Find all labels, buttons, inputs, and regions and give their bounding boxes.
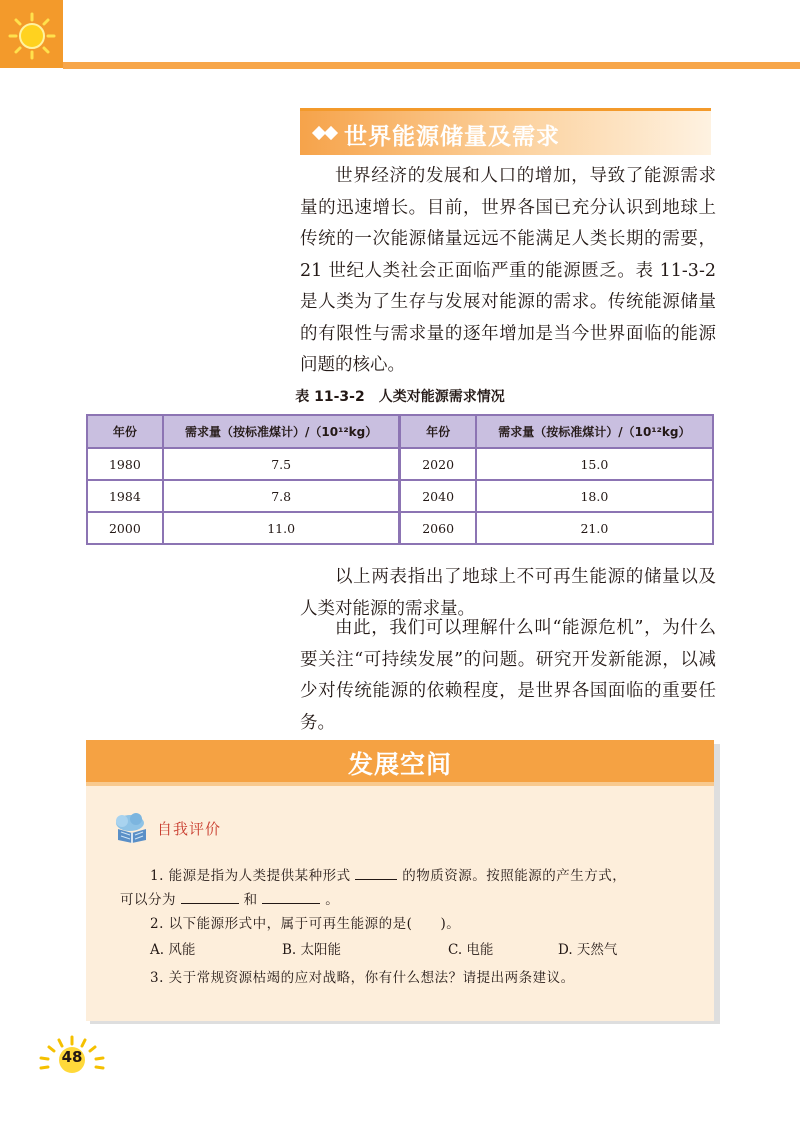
option-d: D. 天然气 <box>558 942 618 958</box>
answer-blank <box>262 890 320 904</box>
question-text: 的物质资源。按照能源的产生方式， <box>402 868 627 884</box>
energy-demand-table <box>86 414 714 545</box>
option-a: A. 风能 <box>150 942 196 958</box>
table-cell: 1984 <box>87 480 163 512</box>
answer-blank <box>181 890 239 904</box>
section-title: 世界能源储量及需求 <box>344 124 560 150</box>
development-space-panel <box>86 740 714 1021</box>
table-cell: 7.5 <box>163 448 400 480</box>
table-cell: 2040 <box>400 480 476 512</box>
paragraph-intro: 世界经济的发展和人口的增加，导致了能源需求量的迅速增长。目前，世界各国已充分认识到地球上传统的一次能源储量远远不能满足人类长期的需要，21 世纪人类社会正面临严重的能源匮乏。表 11-3-2 是人类为了生存与发展对能源的需求。传统能源储量的有限性与需求量的逐年增加是当今世界面临的能源问题的核心。 <box>300 166 716 375</box>
question-2: 2. 以下能源形式中，属于可再生能源的是( )。 <box>150 916 461 932</box>
book-icon <box>112 813 152 843</box>
question-3: 3. 关于常规资源枯竭的应对战略，你有什么想法？请提出两条建议。 <box>150 970 575 986</box>
table-cell: 1980 <box>87 448 163 480</box>
question-text: 1. 能源是指为人类提供某种形式 <box>150 868 351 884</box>
self-eval-label: 自我评价 <box>157 820 222 838</box>
paragraph-conclusion: 由此，我们可以理解什么叫“能源危机”，为什么要关注“可持续发展”的问题。研究开发新能源，以减少对传统能源的依赖程度，是世界各国面临的重要任务。 <box>300 618 716 733</box>
section-heading <box>300 111 711 155</box>
header-corner-block <box>0 0 63 68</box>
table-cell: 2000 <box>87 512 163 544</box>
page-number: 48 <box>61 1048 83 1066</box>
table-cell: 2060 <box>400 512 476 544</box>
answer-blank <box>355 866 397 880</box>
question-text: 。 <box>325 892 340 908</box>
table-row <box>87 448 713 480</box>
sun-icon <box>8 12 56 60</box>
question-1 <box>150 864 626 884</box>
table-cell: 15.0 <box>476 448 713 480</box>
question-text: 和 <box>243 892 258 908</box>
option-b: B. 太阳能 <box>282 942 342 958</box>
table-row <box>87 480 713 512</box>
table-cell: 21.0 <box>476 512 713 544</box>
table-cell: 7.8 <box>163 480 400 512</box>
table-header-row <box>87 415 713 448</box>
table-header-cell: 需求量（按标准煤计）/（10¹²kg） <box>163 415 400 448</box>
table-cell: 18.0 <box>476 480 713 512</box>
question-text: 可以分为 <box>120 892 176 908</box>
diamond-bullet-icon <box>313 125 339 141</box>
table-cell: 2020 <box>400 448 476 480</box>
table-header-cell: 需求量（按标准煤计）/（10¹²kg） <box>476 415 713 448</box>
panel-header <box>86 740 714 782</box>
question-1-continued <box>120 888 339 908</box>
table-cell: 11.0 <box>163 512 400 544</box>
table-caption: 表 11-3-2 人类对能源需求情况 <box>295 389 505 405</box>
table-header-cell: 年份 <box>87 415 163 448</box>
table-row <box>87 512 713 544</box>
option-c: C. 电能 <box>448 942 494 958</box>
panel-title: 发展空间 <box>347 750 452 779</box>
header-band <box>63 62 800 69</box>
paragraph-summary: 以上两表指出了地球上不可再生能源的储量以及人类对能源的需求量。 <box>300 567 716 619</box>
table-header-cell: 年份 <box>400 415 476 448</box>
